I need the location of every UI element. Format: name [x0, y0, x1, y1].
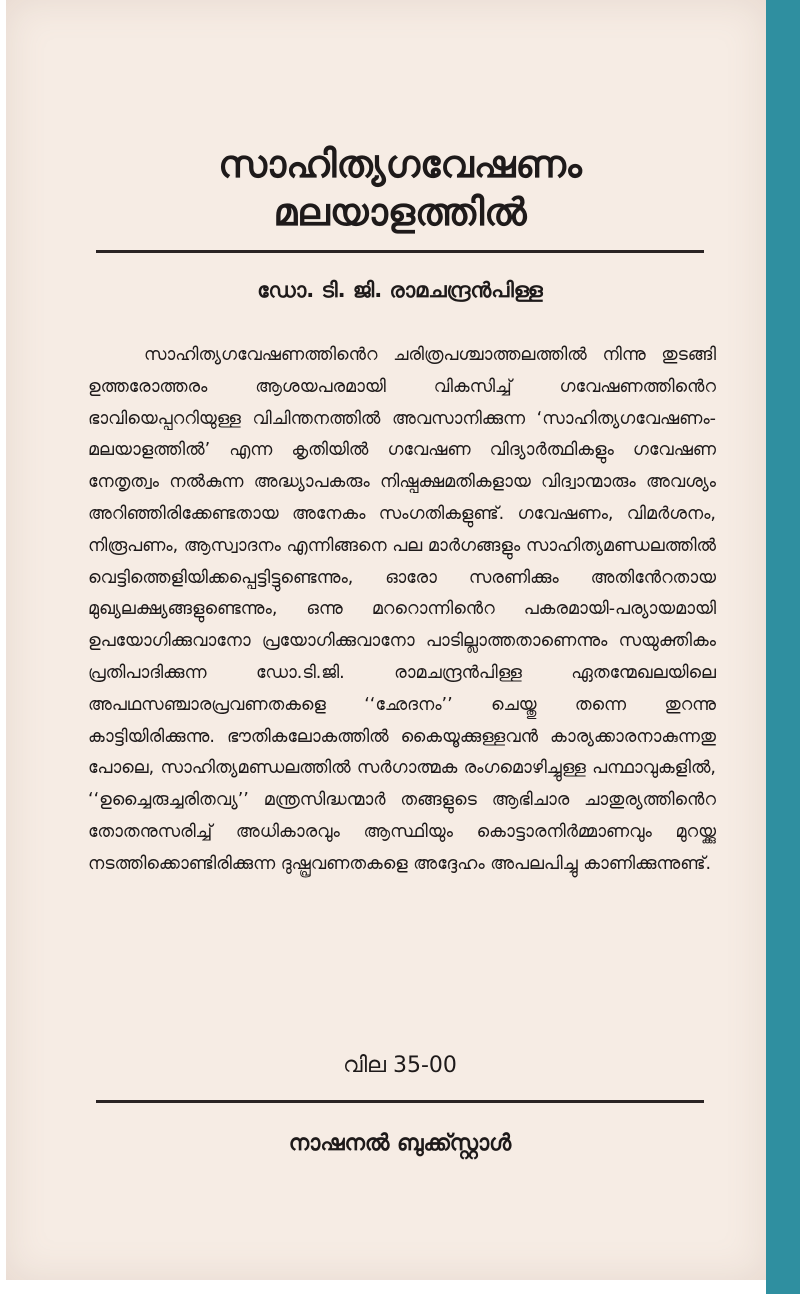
book-description: സാഹിത്യഗവേഷണത്തിൻെറ ചരിത്രപശ്ചാത്തലത്തിൽ നിന്നു തുടങ്ങി ഉത്തരോത്തരം ആശയപരമായി വികസിച്ച് ഗവേഷണത്തിൻെറ ഭാവിയെപ്പററിയുള്ള വിചിന്തനത്തിൽ അവസാനിക്കുന്ന ‘സാഹിത്യഗവേഷണം-മലയാളത്തിൽ’ എന്ന കൃതിയിൽ ഗവേഷണ വിദ്യാർത്ഥികളും ഗവേഷണ നേതൃത്വം നൽകുന്ന അദ്ധ്യാപകരും നിഷ്പക്ഷമതികളായ വിദ്വാന്മാരും അവശ്യം അറിഞ്ഞിരിക്കേണ്ടതായ അനേകം സംഗതികളുണ്ട്. ഗവേഷണം, വിമർശനം, നിരൂപണം, ആസ്വാദനം എന്നിങ്ങനെ പല മാർഗങ്ങളും സാഹിത്യമണ്ഡലത്തിൽ വെട്ടിത്തെളിയിക്കപ്പെട്ടിട്ടുണ്ടെന്നും, ഓരോ സരണിക്കും അതിൻേറതായ മുഖ്യലക്ഷ്യങ്ങളുണ്ടെന്നും, ഒന്നു മററൊന്നിൻെറ പകരമായി-പര്യായമായി ഉപയോഗിക്കുവാനോ പ്രയോഗിക്കുവാനോ പാടില്ലാത്തതാണെന്നും സയുക്തികം പ്രതിപാദിക്കുന്ന ഡോ.ടി.ജി. രാമചന്ദ്രൻപിള്ള ഏതന്മേഖലയിലെ അപഥസഞ്ചാരപ്രവണതകളെ ‘‘ഛേദനം’’ ചെയ്തു തന്നെ തുറന്നു കാട്ടിയിരിക്കുന്നു. ഭൗതികലോകത്തിൽ കൈയൂക്കുള്ളവൻ കാര്യക്കാരനാകുന്നതു പോലെ, സാഹിത്യമണ്ഡലത്തിൽ സർഗാത്മക രംഗമൊഴിച്ചുള്ള പന്ഥാവുകളിൽ, ‘‘ഉച്ചൈരുച്ചരിതവ്യ’’ മന്ത്രസിദ്ധന്മാർ തങ്ങളുടെ ആഭിചാര ചാതുര്യത്തിൻെറ തോതനുസരിച്ച് അധികാരവും ആസ്ഥിയും കൊട്ടാരനിർമ്മാണവും മുറയ്ക്കു നടത്തിക്കൊണ്ടിരിക്കുന്ന ദുഷ്പ്രവണതകളെ അദ്ദേഹം അപലപിച്ചു കാണിക്കുന്നുണ്ട്. [88, 345, 716, 874]
price-label: വില 35-00 [343, 1053, 457, 1078]
publisher-name: നാഷനൽ ബുക്ക്സ്റ്റാൾ [288, 1131, 512, 1156]
author-name: ഡോ. ടി. ജി. രാമചന്ദ്രൻപിള്ള [257, 278, 543, 302]
book-title-line1: സാഹിത്യഗവേഷണം [218, 142, 582, 186]
bottom-divider [96, 1100, 704, 1103]
top-divider [96, 250, 704, 253]
book-title-line2: മലയാളത്തിൽ [273, 190, 527, 234]
